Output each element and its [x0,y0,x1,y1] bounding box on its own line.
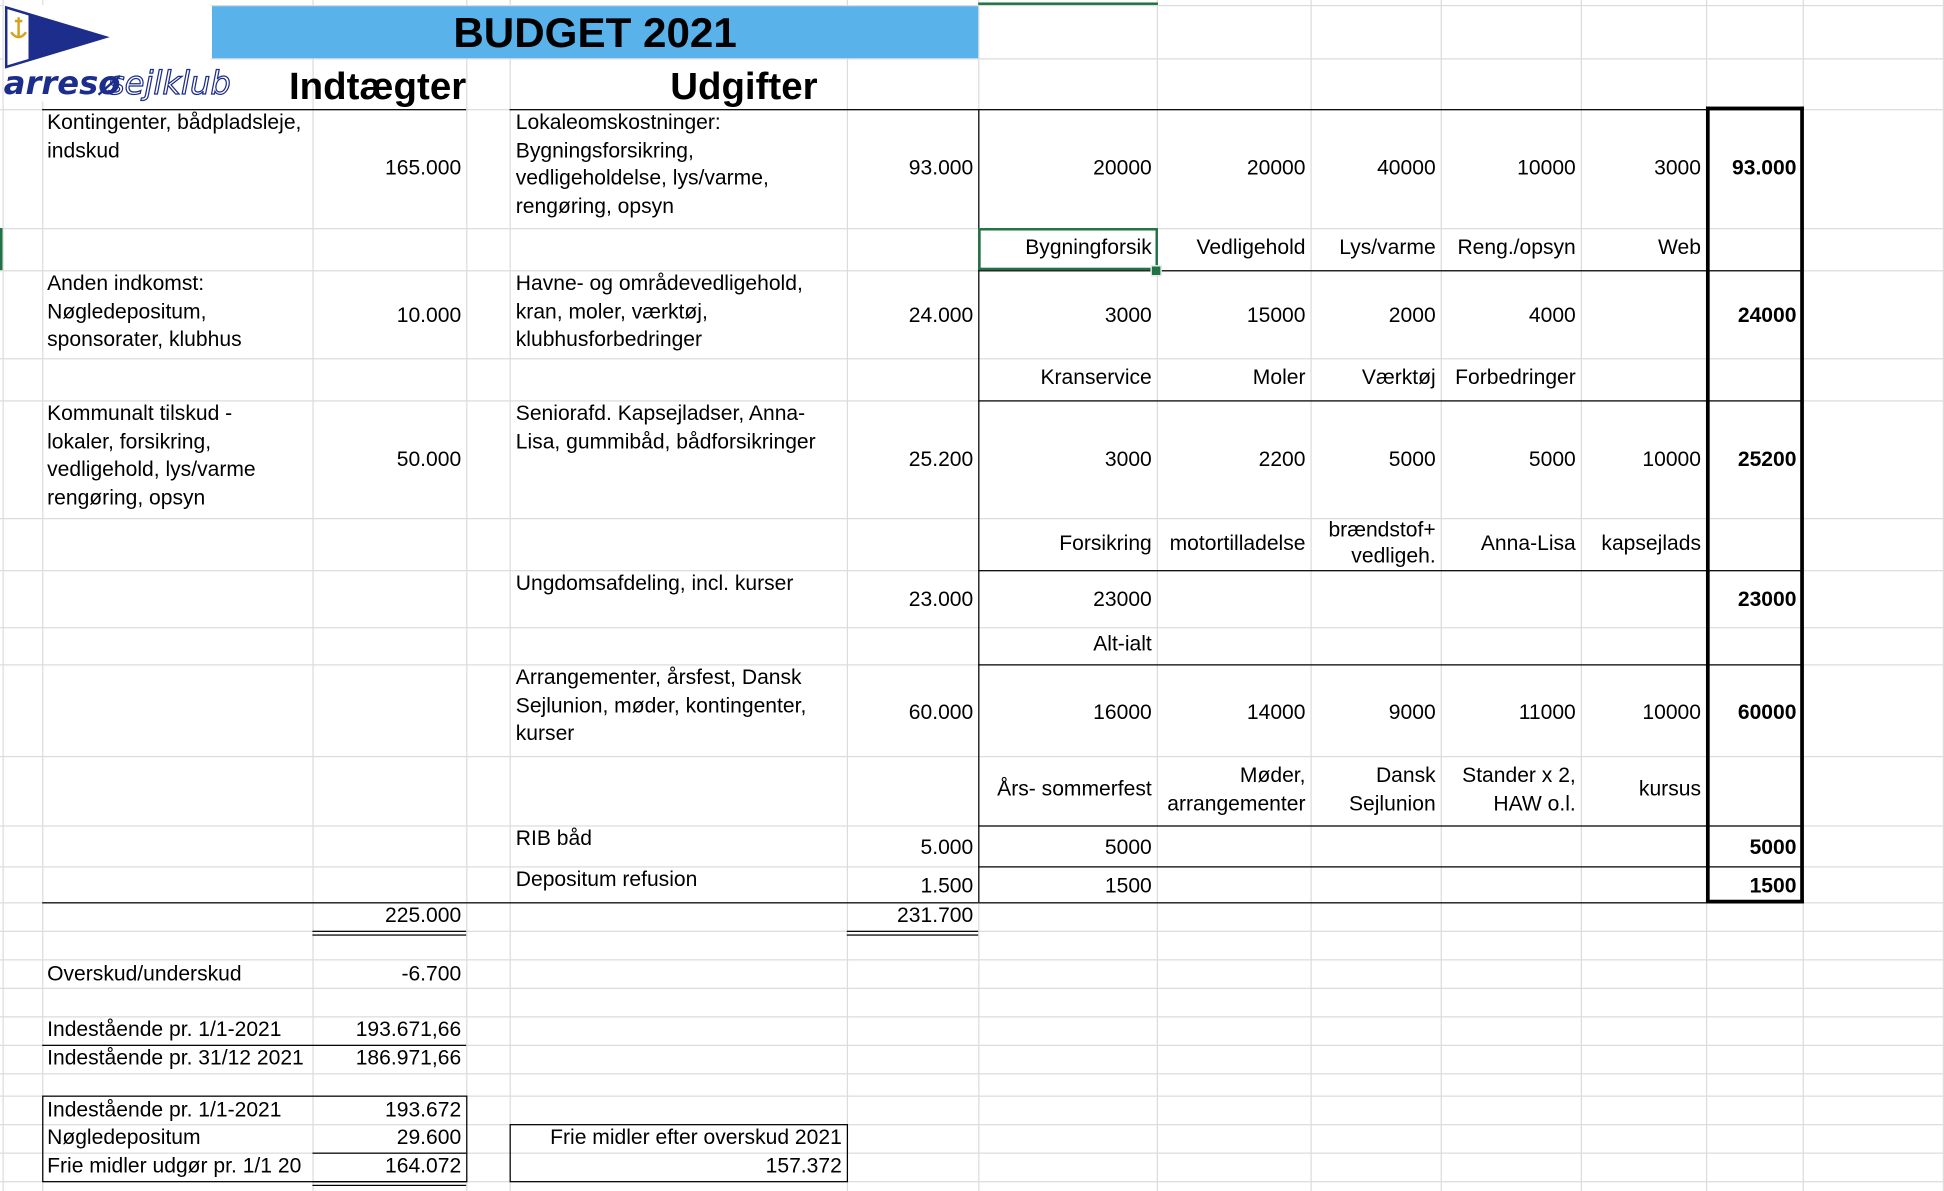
breakdown-value: 1500 [1104,873,1152,898]
breakdown-label: Forsikring [1059,531,1152,556]
expense-amount: 23.000 [908,587,974,611]
breakdown-label: Reng./opsyn [1457,235,1576,260]
summary-label: Nøgledepositum [47,1125,201,1149]
expense-amount: 5.000 [920,835,974,859]
balance-label: Indestående pr. 1/1-2021 [47,1017,282,1042]
breakdown-label: Web [1658,235,1702,260]
double-underline [312,934,466,935]
club-name-text-outline: sejlklub [107,64,231,103]
breakdown-value: 3000 [1654,156,1702,180]
breakdown-label: Alt-ialt [1093,632,1152,656]
income-label: Anden indkomst: Nøgledepositum, sponsorater, klubhus [47,271,242,351]
breakdown-label: kursus [1638,777,1702,801]
double-underline [847,931,978,932]
breakdown-label: Stander x 2, HAW o.l. [1462,763,1576,815]
gridline [0,58,1944,59]
selected-row-indicator [0,228,2,270]
row-total: 93.000 [1732,156,1797,180]
breakdown-value: 10000 [1517,156,1576,180]
row-total: 23000 [1737,587,1797,611]
balance-label: Indestående pr. 31/12 2021 [47,1045,304,1070]
expense-amount: 25.200 [908,447,974,471]
income-amount: 50.000 [396,447,462,471]
breakdown-value: 2000 [1388,303,1436,328]
breakdown-value: 5000 [1104,835,1152,859]
income-header: Indtægter [288,64,467,108]
free-funds-label: Frie midler efter overskud 2021 [550,1125,842,1149]
balance-value: 193.671,66 [355,1017,462,1042]
breakdown-label: Moler [1252,365,1306,390]
breakdown-value: 3000 [1104,303,1152,328]
breakdown-label: Vedligehold [1196,235,1306,260]
breakdown-value: 2200 [1258,447,1306,471]
club-logo [3,5,231,103]
breakdown-value: 5000 [1388,447,1436,471]
breakdown-label: Kranservice [1040,365,1152,390]
club-logo-graphic [3,5,231,103]
summary-label: Frie midler udgør pr. 1/1 20 [47,1153,302,1178]
expense-label: Havne- og områdevedligehold, kran, moler, værktøj, klubhusforbedringer [515,271,803,351]
gridline [0,1073,1944,1074]
summary-value: 193.672 [385,1098,462,1122]
income-label: Kontingenter, bådpladsleje, indskud [47,110,302,162]
breakdown-value: 10000 [1642,700,1702,724]
gridline [0,756,1944,757]
breakdown-value: 20000 [1093,156,1152,180]
gridline [0,358,1944,359]
breakdown-value: 14000 [1246,700,1306,724]
totals-box-left [1706,107,1710,904]
breakdown-label: Anna-Lisa [1480,531,1576,556]
breakdown-value: 11000 [1518,700,1576,724]
expense-amount: 93.000 [908,156,974,180]
breakdown-label: brændstof+ vedligeh. [1328,518,1436,568]
breakdown-value: 40000 [1377,156,1436,180]
sum-line [42,902,978,903]
breakdown-value: 16000 [1093,700,1152,724]
expense-label: Lokaleomskostninger: Bygningsforsikring, vedligeholdelse, lys/varme, rengøring, opsyn [515,110,769,218]
balance-value: 186.971,66 [355,1045,462,1070]
income-label: Kommunalt tilskud - lokaler, forsikring, vedligehold, lys/varme rengøring, opsyn [47,401,256,509]
expense-amount: 60.000 [908,700,974,724]
row-total: 5000 [1749,835,1797,859]
gridline [42,0,43,1191]
breakdown-value: 9000 [1388,700,1436,724]
row-total: 60000 [1737,700,1797,724]
gridline [510,0,511,1191]
breakdown-border [978,902,1802,903]
breakdown-label: Års- sommerfest [997,777,1152,801]
gridline [466,0,467,1191]
breakdown-border [978,109,1802,110]
page-title: BUDGET 2021 [453,9,737,58]
breakdown-label: Møder, arrangementer [1167,763,1306,815]
result-label: Overskud/underskud [47,961,242,986]
summary-label: Indestående pr. 1/1-2021 [47,1098,282,1122]
totals-box-right [1800,107,1804,904]
breakdown-value: 15000 [1246,303,1306,328]
income-total: 225.000 [385,903,462,927]
gridline [0,988,1944,989]
breakdown-value: 4000 [1528,303,1576,328]
breakdown-label: Lys/varme [1339,235,1436,260]
breakdown-value: 10000 [1642,447,1702,471]
row-total: 25200 [1737,447,1797,471]
row-total: 24000 [1737,303,1797,328]
gridline [0,228,1944,229]
income-amount: 165.000 [385,156,462,180]
summary-value: 29.600 [396,1125,462,1149]
breakdown-border [978,570,1802,571]
breakdown-border [978,866,1802,867]
gridline [0,627,1944,628]
expense-amount: 1.500 [920,873,974,898]
breakdown-border [978,825,1802,826]
breakdown-value: 5000 [1528,447,1576,471]
club-name-text: arresø [3,64,121,103]
row-total: 1500 [1749,873,1797,898]
breakdown-label: Dansk Sejlunion [1348,763,1436,815]
breakdown-label: kapsejlads [1601,531,1702,556]
breakdown-value: 23000 [1093,587,1152,611]
gridline [0,959,1944,960]
expense-amount: 24.000 [908,303,974,328]
income-amount: 10.000 [396,303,462,328]
breakdown-border [978,270,1802,271]
breakdown-value: 3000 [1104,447,1152,471]
active-cell-selection[interactable] [978,228,1158,270]
breakdown-value: 20000 [1246,156,1306,180]
double-underline [847,934,978,935]
free-funds-value: 157.372 [765,1153,842,1178]
fill-handle[interactable] [1151,265,1162,276]
selected-column-indicator [978,2,1158,4]
expense-label: RIB båd [515,826,592,851]
expense-label: Ungdomsafdeling, incl. kurser [515,571,794,595]
expense-label: Arrangementer, årsfest, Dansk Sejlunion, møder, kontingenter, kurser [515,665,807,745]
double-underline [312,1185,466,1186]
breakdown-label: Forbedringer [1455,365,1576,390]
breakdown-label: motortilladelse [1169,531,1306,556]
double-underline [312,931,466,932]
breakdown-border [978,664,1802,665]
gridline [2,0,3,1191]
summary-value: 164.072 [385,1153,462,1178]
expense-label: Seniorafd. Kapsejladser, Anna- Lisa, gummibåd, bådforsikringer [515,401,816,453]
expenses-header: Udgifter [670,64,818,108]
gridline [0,1016,1944,1017]
totals-box-top [1706,107,1804,111]
gridline [0,518,1944,519]
result-value: -6.700 [401,961,462,986]
breakdown-border [978,400,1802,401]
breakdown-label: Værktøj [1361,365,1436,390]
expense-label: Depositum refusion [515,867,698,892]
expenses-total: 231.700 [897,903,974,927]
breakdown-label-selected[interactable]: Bygningforsik [1025,235,1152,260]
